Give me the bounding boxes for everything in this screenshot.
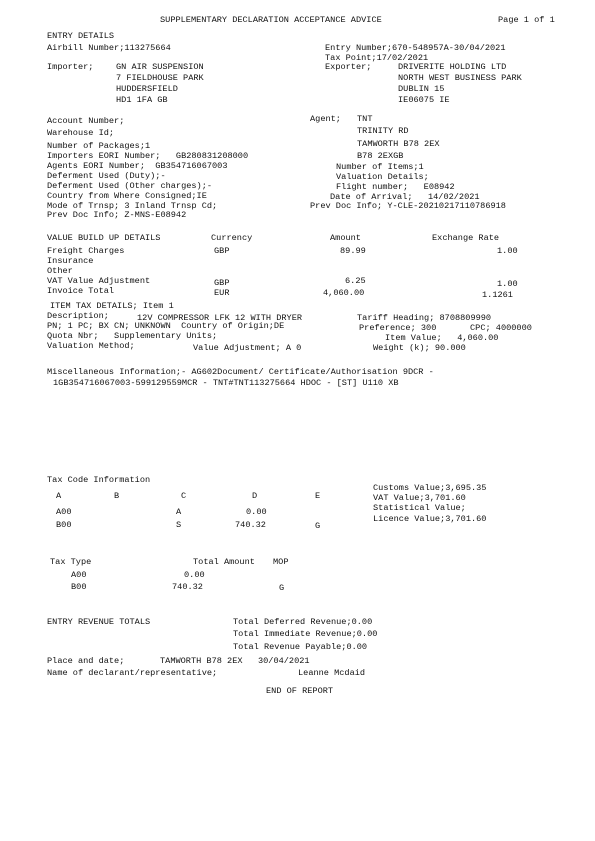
number-of-packages: Number of Packages;1: [47, 141, 151, 151]
value-row-rate: 1.1261: [482, 290, 513, 300]
number-of-items: Number of Items;1: [336, 162, 424, 172]
value-row-label: Other: [47, 266, 73, 276]
tax-type-mop: G: [279, 583, 285, 593]
tax-code-row-c: S: [176, 520, 182, 530]
exporter-line: DRIVERITE HOLDING LTD: [398, 62, 507, 72]
value-row-currency: EUR: [214, 288, 230, 298]
value-row-amount: 6.25: [345, 276, 366, 286]
misc-info-line: Miscellaneous Information;- AG602Document/ Certificate/Authorisation 9DCR -: [47, 367, 434, 377]
importer-line: GN AIR SUSPENSION: [116, 62, 204, 72]
tax-code-row-c: A: [176, 507, 182, 517]
statistical-value: Statistical Value;: [373, 503, 466, 513]
prev-doc-info-left: Prev Doc Info; Z-MNS-E08942: [47, 210, 187, 220]
tax-point: Tax Point;17/02/2021: [325, 53, 429, 63]
tax-type-row: B00: [71, 582, 87, 592]
tax-type-header: Tax Type: [50, 557, 92, 567]
value-row-rate: 1.00: [497, 279, 518, 289]
tax-type-amount: 0.00: [184, 570, 205, 580]
prev-doc-info-right: Prev Doc Info; Y-CLE-20210217110786918: [310, 201, 506, 211]
value-header-currency: Currency: [211, 233, 253, 243]
page-number: Page 1 of 1: [498, 15, 555, 25]
flight-number: Flight number; E08942: [336, 182, 455, 192]
total-deferred-revenue: Total Deferred Revenue;0.00: [233, 617, 373, 627]
warehouse-id: Warehouse Id;: [47, 128, 115, 138]
agent-name: TNT: [357, 114, 373, 124]
agent-address-line: B78 2EXGB: [357, 151, 404, 161]
valuation-method: Valuation Method;: [47, 341, 135, 351]
item-tax-title: ITEM TAX DETAILS; Item 1: [50, 301, 174, 311]
exporter-line: DUBLIN 15: [398, 84, 445, 94]
agent-address-line: TRINITY RD: [357, 126, 409, 136]
document-title: SUPPLEMENTARY DECLARATION ACCEPTANCE ADVICE: [160, 15, 382, 25]
end-of-report: END OF REPORT: [266, 686, 334, 696]
total-revenue-payable: Total Revenue Payable;0.00: [233, 642, 368, 652]
value-row-amount: 4,060.00: [323, 288, 365, 298]
country-consigned: Country from Where Consigned;IE: [47, 191, 207, 201]
exporter-label: Exporter;: [325, 62, 372, 72]
tax-code-col-d: D: [252, 491, 258, 501]
agent-eori: Agents EORI Number; GB354716067003: [47, 161, 228, 171]
importer-label: Importer;: [47, 62, 94, 72]
value-row-label: VAT Value Adjustment: [47, 276, 151, 286]
importer-line: HD1 1FA GB: [116, 95, 168, 105]
value-header-label: VALUE BUILD UP DETAILS: [47, 233, 161, 243]
tax-code-col-a: A: [56, 491, 62, 501]
entry-revenue-title: ENTRY REVENUE TOTALS: [47, 617, 151, 627]
value-row-label: Freight Charges: [47, 246, 125, 256]
tax-code-row-a: B00: [56, 520, 72, 530]
account-number: Account Number;: [47, 116, 125, 126]
importer-line: 7 FIELDHOUSE PARK: [116, 73, 204, 83]
value-row-currency: GBP: [214, 246, 230, 256]
importer-line: HUDDERSFIELD: [116, 84, 178, 94]
mode-of-transport: Mode of Trnsp; 3 Inland Trnsp Cd;: [47, 201, 218, 211]
deferment-duty: Deferment Used (Duty);-: [47, 171, 166, 181]
tariff-heading: Tariff Heading; 8708809990: [357, 313, 492, 323]
agent-label: Agent;: [310, 114, 341, 124]
value-row-currency: GBP: [214, 278, 230, 288]
item-value: Item Value; 4,060.00: [385, 333, 499, 343]
tax-code-col-c: C: [181, 491, 187, 501]
value-header-rate: Exchange Rate: [432, 233, 500, 243]
pn-line: PN; 1 PC; BX CN; UNKNOWN Country of Origin;DE: [47, 321, 285, 331]
importer-eori: Importers EORI Number; GB280831208000: [47, 151, 249, 161]
value-row-rate: 1.00: [497, 246, 518, 256]
item-weight: Weight (k); 90.000: [373, 343, 466, 353]
value-header-amount: Amount: [330, 233, 361, 243]
entry-number: Entry Number;670-548957A-30/04/2021: [325, 43, 506, 53]
agent-address-line: TAMWORTH B78 2EX: [357, 139, 440, 149]
vat-value: VAT Value;3,701.60: [373, 493, 466, 503]
entry-details-heading: ENTRY DETAILS: [47, 31, 115, 41]
value-row-label: Invoice Total: [47, 286, 115, 296]
airbill-number: Airbill Number;113275664: [47, 43, 171, 53]
date-of-arrival: Date of Arrival; 14/02/2021: [330, 192, 480, 202]
quota-number: Quota Nbr; Supplementary Units;: [47, 331, 218, 341]
tax-code-col-e: E: [315, 491, 321, 501]
misc-info-line: 1GB354716067003-599129559MCR - TNT#TNT113275664 HDOC - [ST] U110 XB: [53, 378, 399, 388]
tax-code-row-e: G: [315, 521, 321, 531]
mop-header: MOP: [273, 557, 289, 567]
customs-value: Customs Value;3,695.35: [373, 483, 487, 493]
total-immediate-revenue: Total Immediate Revenue;0.00: [233, 629, 378, 639]
value-row-label: Insurance: [47, 256, 94, 266]
declarant-label: Name of declarant/representative;: [47, 668, 218, 678]
tax-code-row-a: A00: [56, 507, 72, 517]
tax-code-row-d: 0.00: [246, 507, 267, 517]
tax-type-amount: 740.32: [172, 582, 203, 592]
exporter-line: IE06075 IE: [398, 95, 450, 105]
preference: Preference; 300: [359, 323, 437, 333]
item-description: 12V COMPRESSOR LFK 12 WITH DRYER: [137, 313, 303, 323]
tax-code-col-b: B: [114, 491, 120, 501]
total-amount-header: Total Amount: [193, 557, 255, 567]
tax-type-row: A00: [71, 570, 87, 580]
tax-code-row-d: 740.32: [235, 520, 266, 530]
description-label: Description;: [47, 311, 109, 321]
exporter-line: NORTH WEST BUSINESS PARK: [398, 73, 522, 83]
value-adjustment: Value Adjustment; A 0: [193, 343, 302, 353]
value-row-amount: 89.99: [340, 246, 366, 256]
licence-value: Licence Value;3,701.60: [373, 514, 487, 524]
valuation-details: Valuation Details;: [336, 172, 429, 182]
place-date-label: Place and date;: [47, 656, 125, 666]
declarant-name: Leanne Mcdaid: [298, 668, 366, 678]
place-date-value: TAMWORTH B78 2EX 30/04/2021: [160, 656, 310, 666]
deferment-other: Deferment Used (Other charges);-: [47, 181, 213, 191]
tax-code-title: Tax Code Information: [47, 475, 151, 485]
cpc-code: CPC; 4000000: [470, 323, 532, 333]
